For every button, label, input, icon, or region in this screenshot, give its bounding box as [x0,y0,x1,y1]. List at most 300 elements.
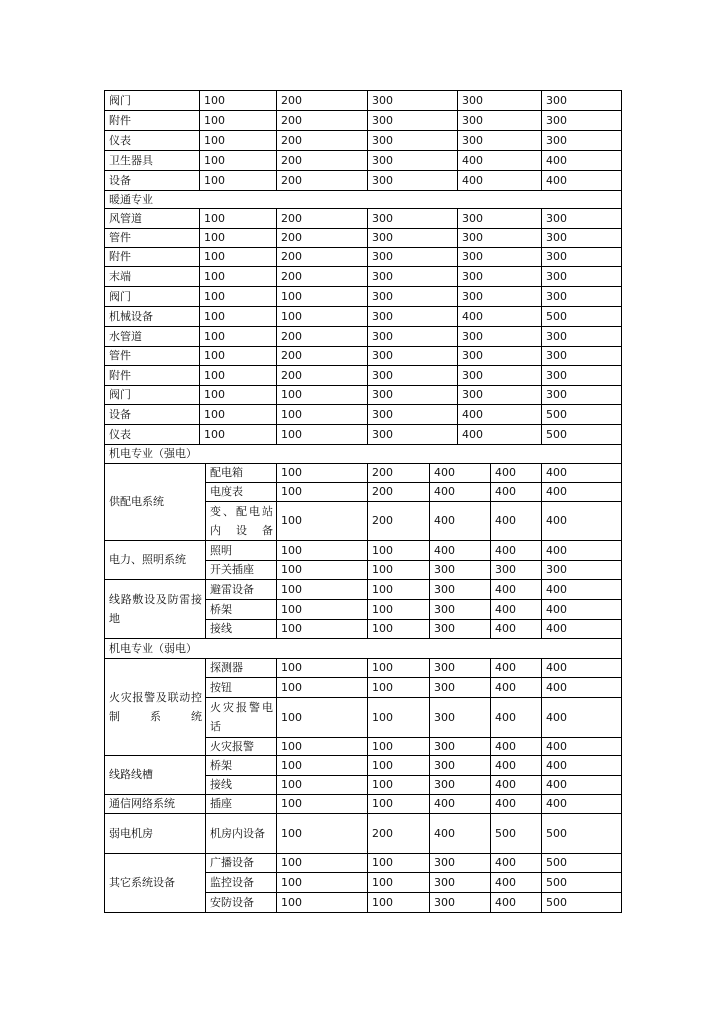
value-cell: 400 [546,710,567,724]
grid-vline [490,619,491,639]
grid-vline [276,853,277,873]
value-cell: 400 [546,173,567,187]
grid-vline [541,599,542,620]
grid-vline [490,501,491,541]
grid-vline [276,755,277,776]
grid-vline [367,813,368,854]
value-cell: 400 [462,173,483,187]
grid-vline [457,306,458,327]
grid-vline [199,346,200,366]
grid-vline [276,872,277,893]
grid-vline [541,228,542,248]
value-cell: 500 [546,826,567,840]
value-cell: 100 [204,289,225,303]
grid-vline [490,463,491,483]
value-cell: 300 [372,349,393,362]
grid-vline [276,346,277,366]
value-cell: 100 [204,231,225,244]
value-cell: 100 [204,349,225,362]
grid-vline [199,228,200,248]
grid-vline [104,90,105,913]
grid-vline [276,775,277,795]
value-cell: 100 [281,680,302,694]
grid-vline [199,306,200,327]
grid-vline [541,170,542,191]
grid-vline [276,365,277,386]
grid-vline [276,208,277,229]
subitem-label: 桥架 [210,602,232,616]
grid-vline [205,463,206,541]
value-cell: 100 [372,680,393,694]
grid-vline [457,170,458,191]
subitem-label: 变、配电站内设备 [210,504,273,537]
value-cell: 300 [434,563,455,576]
value-cell: 400 [546,797,567,810]
grid-vline [541,755,542,776]
value-cell: 300 [462,211,483,225]
value-cell: 300 [434,602,455,616]
subitem-label: 照明 [210,543,232,557]
grid-vline [541,326,542,347]
grid-vline [490,775,491,795]
grid-vline [457,228,458,248]
value-cell: 400 [495,514,516,527]
grid-vline [490,892,491,913]
grid-vline [541,306,542,327]
grid-vline [276,424,277,445]
grid-vline [276,737,277,756]
value-cell: 100 [372,710,393,724]
grid-vline [367,463,368,483]
grid-vline [276,266,277,287]
value-cell: 300 [372,113,393,127]
grid-vline [367,677,368,698]
grid-vline [276,794,277,814]
grid-vline [541,346,542,366]
grid-vline [457,346,458,366]
value-cell: 400 [546,680,567,694]
grid-vline [276,326,277,347]
value-cell: 100 [281,514,302,527]
grid-vline [276,658,277,678]
grid-vline [367,150,368,171]
value-cell: 400 [434,485,455,498]
subitem-label: 电度表 [210,485,243,498]
value-cell: 300 [546,250,567,263]
row-label: 阀门 [109,289,131,303]
grid-vline [490,540,491,561]
grid-vline [457,286,458,307]
grid-vline [199,247,200,267]
grid-vline [367,365,368,386]
grid-vline [541,677,542,698]
grid-hline [104,912,622,913]
grid-vline [490,482,491,502]
value-cell: 300 [462,231,483,244]
grid-vline [541,266,542,287]
grid-vline [367,326,368,347]
value-cell: 300 [434,895,455,909]
grid-vline [276,404,277,425]
value-cell: 100 [281,582,302,596]
row-label: 管件 [109,231,131,244]
grid-vline [276,619,277,639]
grid-vline [199,424,200,445]
grid-vline [276,385,277,405]
subitem-label: 火灾报警 [210,739,254,753]
value-cell: 400 [546,622,567,635]
value-cell: 200 [281,329,302,343]
value-cell: 400 [546,543,567,557]
grid-vline [199,326,200,347]
system-name: 通信网络系统 [109,797,175,810]
system-name: 火灾报警及联动控制系统 [109,690,202,723]
grid-vline [276,813,277,854]
value-cell: 300 [434,622,455,635]
value-cell: 100 [281,543,302,557]
grid-vline [429,619,430,639]
value-cell: 100 [281,309,302,323]
grid-vline [367,208,368,229]
value-cell: 200 [281,231,302,244]
value-cell: 300 [546,289,567,303]
grid-vline [457,266,458,287]
grid-vline [490,677,491,698]
grid-vline [199,130,200,151]
value-cell: 400 [546,778,567,791]
value-cell: 100 [372,895,393,909]
value-cell: 100 [204,407,225,421]
value-cell: 400 [434,826,455,840]
grid-vline [276,247,277,267]
grid-vline [199,385,200,405]
grid-vline [199,170,200,191]
grid-vline [429,482,430,502]
value-cell: 400 [495,543,516,557]
value-cell: 100 [372,758,393,772]
value-cell: 100 [281,875,302,889]
value-cell: 400 [546,485,567,498]
value-cell: 300 [546,93,567,107]
value-cell: 300 [372,388,393,401]
value-cell: 400 [434,514,455,527]
grid-vline [490,697,491,738]
value-cell: 400 [495,797,516,810]
grid-vline [276,306,277,327]
grid-vline [490,872,491,893]
value-cell: 400 [495,582,516,596]
value-cell: 400 [495,895,516,909]
value-cell: 300 [546,133,567,147]
value-cell: 300 [462,289,483,303]
value-cell: 300 [372,133,393,147]
subitem-label: 机房内设备 [210,826,265,840]
grid-vline [541,90,542,111]
value-cell: 400 [546,466,567,479]
subitem-label: 接线 [210,778,232,791]
value-cell: 100 [204,211,225,225]
value-cell: 400 [495,661,516,674]
value-cell: 400 [462,309,483,323]
value-cell: 400 [495,680,516,694]
grid-vline [276,599,277,620]
value-cell: 100 [204,388,225,401]
grid-vline [429,677,430,698]
system-name: 其它系统设备 [109,876,175,889]
value-cell: 300 [372,153,393,167]
grid-vline [541,365,542,386]
value-cell: 200 [281,133,302,147]
grid-vline [541,130,542,151]
grid-vline [457,150,458,171]
value-cell: 300 [462,250,483,263]
value-cell: 400 [546,514,567,527]
grid-vline [367,697,368,738]
row-label: 附件 [109,113,131,127]
value-cell: 300 [546,329,567,343]
grid-vline [429,794,430,814]
value-cell: 100 [281,602,302,616]
value-cell: 200 [372,514,393,527]
grid-vline [429,775,430,795]
row-label: 仪表 [109,133,131,147]
subitem-label: 探测器 [210,661,243,674]
grid-vline [541,463,542,483]
row-label: 仪表 [109,427,131,441]
value-cell: 400 [495,875,516,889]
grid-vline [541,150,542,171]
value-cell: 200 [281,269,302,283]
value-cell: 300 [372,289,393,303]
grid-vline [367,110,368,131]
subitem-label: 广播设备 [210,856,254,869]
grid-vline [457,365,458,386]
section-header: 暖通专业 [109,192,153,206]
grid-vline [367,130,368,151]
value-cell: 400 [434,797,455,810]
grid-vline [205,813,206,854]
value-cell: 300 [434,710,455,724]
grid-vline [199,365,200,386]
grid-vline [276,286,277,307]
row-label: 阀门 [109,93,131,107]
value-cell: 100 [204,427,225,441]
value-cell: 300 [434,778,455,791]
grid-vline [541,853,542,873]
value-cell: 100 [281,427,302,441]
value-cell: 300 [462,368,483,382]
grid-vline [457,404,458,425]
grid-vline [429,892,430,913]
value-cell: 500 [546,875,567,889]
value-cell: 100 [372,543,393,557]
value-cell: 300 [372,368,393,382]
value-cell: 100 [281,778,302,791]
grid-vline [205,579,206,639]
value-cell: 100 [281,710,302,724]
grid-vline [429,463,430,483]
grid-vline [367,775,368,795]
grid-vline [490,755,491,776]
subitem-label: 配电箱 [210,466,243,479]
grid-vline [541,424,542,445]
value-cell: 100 [372,622,393,635]
grid-vline [541,697,542,738]
value-cell: 300 [495,563,516,576]
row-label: 水管道 [109,329,142,343]
value-cell: 400 [462,407,483,421]
value-cell: 300 [462,133,483,147]
value-cell: 200 [281,113,302,127]
grid-vline [276,501,277,541]
value-cell: 400 [546,602,567,616]
value-cell: 300 [372,173,393,187]
value-cell: 200 [281,250,302,263]
value-cell: 500 [546,309,567,323]
grid-vline [367,560,368,580]
value-cell: 100 [372,856,393,869]
value-cell: 500 [546,895,567,909]
value-cell: 100 [372,739,393,753]
value-cell: 300 [372,93,393,107]
row-label: 附件 [109,368,131,382]
grid-vline [429,697,430,738]
section-header: 机电专业（弱电） [109,641,197,655]
grid-vline [429,737,430,756]
value-cell: 400 [495,778,516,791]
grid-vline [429,501,430,541]
value-cell: 100 [372,602,393,616]
grid-vline [367,853,368,873]
row-label: 管件 [109,349,131,362]
value-cell: 500 [546,427,567,441]
grid-vline [367,228,368,248]
grid-vline [276,110,277,131]
value-cell: 300 [372,407,393,421]
grid-vline [276,130,277,151]
grid-vline [541,110,542,131]
grid-vline [367,170,368,191]
row-label: 附件 [109,250,131,263]
value-cell: 300 [434,875,455,889]
value-cell: 100 [372,875,393,889]
value-cell: 300 [434,758,455,772]
grid-vline [276,579,277,600]
value-cell: 500 [546,856,567,869]
grid-vline [367,794,368,814]
grid-vline [541,579,542,600]
subitem-label: 按钮 [210,680,232,694]
grid-vline [490,599,491,620]
grid-vline [367,658,368,678]
row-label: 设备 [109,173,131,187]
value-cell: 100 [372,661,393,674]
row-label: 阀门 [109,388,131,401]
value-cell: 400 [546,153,567,167]
grid-vline [367,755,368,776]
system-name: 供配电系统 [109,495,164,508]
value-cell: 300 [546,563,567,576]
value-cell: 400 [546,582,567,596]
value-cell: 300 [546,231,567,244]
value-cell: 100 [372,778,393,791]
grid-vline [367,247,368,267]
grid-vline [541,658,542,678]
value-cell: 100 [204,368,225,382]
value-cell: 200 [281,153,302,167]
value-cell: 100 [281,856,302,869]
value-cell: 100 [281,739,302,753]
value-cell: 400 [495,602,516,616]
subitem-label: 避雷设备 [210,582,254,596]
grid-vline [367,892,368,913]
grid-vline [276,560,277,580]
grid-vline [276,892,277,913]
value-cell: 300 [434,661,455,674]
value-cell: 100 [204,173,225,187]
value-cell: 100 [372,797,393,810]
grid-vline [199,150,200,171]
value-cell: 200 [372,485,393,498]
grid-vline [541,813,542,854]
grid-vline [457,208,458,229]
grid-vline [276,697,277,738]
value-cell: 300 [372,231,393,244]
grid-vline [276,677,277,698]
subitem-label: 桥架 [210,758,232,772]
value-cell: 100 [281,661,302,674]
value-cell: 300 [546,113,567,127]
grid-vline [541,540,542,561]
value-cell: 100 [281,466,302,479]
grid-vline [276,150,277,171]
grid-vline [541,560,542,580]
value-cell: 300 [462,113,483,127]
grid-vline [429,658,430,678]
grid-vline [367,385,368,405]
value-cell: 100 [281,895,302,909]
value-cell: 400 [495,739,516,753]
value-cell: 200 [281,349,302,362]
value-cell: 400 [434,543,455,557]
grid-vline [541,737,542,756]
grid-vline [276,170,277,191]
grid-vline [541,482,542,502]
value-cell: 100 [204,309,225,323]
grid-vline [199,110,200,131]
value-cell: 400 [495,466,516,479]
grid-vline [457,90,458,111]
value-cell: 100 [281,563,302,576]
value-cell: 300 [434,680,455,694]
grid-vline [367,286,368,307]
grid-vline [457,326,458,347]
value-cell: 100 [281,407,302,421]
grid-vline [429,755,430,776]
value-cell: 200 [281,368,302,382]
grid-vline [541,619,542,639]
grid-vline [205,794,206,814]
grid-vline [490,853,491,873]
value-cell: 400 [462,153,483,167]
value-cell: 100 [204,113,225,127]
grid-vline [429,579,430,600]
grid-vline [367,404,368,425]
grid-vline [490,794,491,814]
value-cell: 300 [372,250,393,263]
grid-vline [367,346,368,366]
value-cell: 100 [281,289,302,303]
